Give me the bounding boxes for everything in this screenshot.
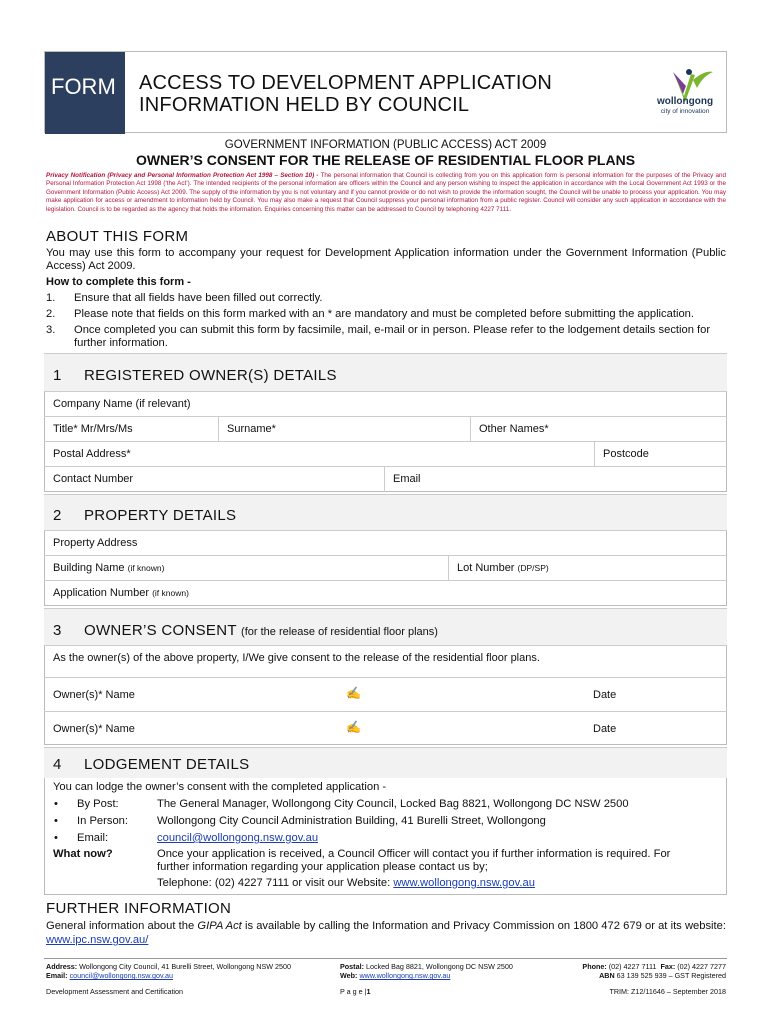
email-label: Email: xyxy=(77,832,109,844)
bullet-icon: • xyxy=(54,832,58,844)
surname-field[interactable]: Surname* xyxy=(227,423,276,435)
howto-heading: How to complete this form - xyxy=(46,276,191,288)
title-field[interactable]: Title* Mr/Mrs/Ms xyxy=(53,423,133,435)
website-link[interactable]: www.wollongong.nsw.gov.au xyxy=(393,877,535,889)
bullet-icon: • xyxy=(54,798,58,810)
date-1-field[interactable]: Date xyxy=(593,689,617,701)
property-address-field[interactable]: Property Address xyxy=(44,530,727,555)
footer-divider xyxy=(44,958,727,959)
further-info-text: General information about the GIPA Act is available by calling the Information and Privacy Commission on 1800 472 679 or at its website: www.ipc.nsw.gov.au/ xyxy=(46,920,726,946)
email-field[interactable]: Email xyxy=(393,473,421,485)
owner-2-name-field[interactable]: Owner(s)* Name xyxy=(53,723,135,735)
about-text: You may use this form to accompany your request for Development Application information under the Government Information (Public Access) Act 2009. xyxy=(46,247,726,272)
company-name-field[interactable]: Company Name (if relevant) xyxy=(44,391,727,416)
footer-phone: Phone: (02) 4227 7111 Fax: (02) 4227 7277 xyxy=(582,962,726,971)
signature-1-icon[interactable]: ✍ xyxy=(346,686,361,700)
name-row xyxy=(44,416,727,441)
act-title: GOVERNMENT INFORMATION (PUBLIC ACCESS) ACT 2009 xyxy=(224,139,547,151)
form-subtitle: OWNER’S CONSENT FOR THE RELEASE OF RESIDENTIAL FLOOR PLANS xyxy=(135,152,636,168)
owner-2-row xyxy=(44,711,727,745)
contact-row xyxy=(44,466,727,492)
footer-page: P a g e |1 xyxy=(340,987,371,996)
postcode-field[interactable]: Postcode xyxy=(603,448,649,460)
postal-address-field[interactable]: Postal Address* xyxy=(53,448,131,460)
council-email-link[interactable]: council@wollongong.nsw.gov.au xyxy=(157,832,319,844)
building-name-field[interactable]: Building Name (if known) xyxy=(53,562,165,574)
lodgement-intro: You can lodge the owner’s consent with the completed application - xyxy=(53,781,387,793)
consent-statement: As the owner(s) of the above property, I/We give consent to the release of the residential floor plans. xyxy=(44,645,727,677)
by-post-text: The General Manager, Wollongong City Council, Locked Bag 8821, Wollongong DC NSW 2500 xyxy=(157,798,629,810)
form-tag: FORM xyxy=(45,52,125,134)
by-post-label: By Post: xyxy=(77,798,119,810)
owner-1-row xyxy=(44,677,727,711)
application-number-field[interactable]: Application Number (if known) xyxy=(44,580,727,606)
what-now-label: What now? xyxy=(53,848,113,860)
lot-number-field[interactable]: Lot Number (DP/SP) xyxy=(457,562,549,574)
section-4-header: 4 LODGEMENT DETAILS xyxy=(44,747,727,778)
form-header xyxy=(44,51,727,133)
form-title-line2: INFORMATION HELD BY COUNCIL xyxy=(139,94,470,116)
logo-tagline: city of innovation xyxy=(660,108,710,115)
ipc-website-link[interactable]: www.ipc.nsw.gov.au/ xyxy=(46,934,149,946)
form-title-line1: ACCESS TO DEVELOPMENT APPLICATION xyxy=(139,72,553,94)
footer-trim: TRIM: Z12/11646 – September 2018 xyxy=(609,987,726,996)
further-info-heading: FURTHER INFORMATION xyxy=(46,900,232,917)
privacy-body: The personal information that Council is collecting from you on this application form is personal information for the purposes of the Privacy and Personal Information Protection Act 1998 (‘the Act’). The intended recipients of the personal information are officers within the Council and any person wishing to inspect the application in accordance with the Local Government Act 1993 or the Government Information (Public Access) Act 2009. The supply of the information by you is not voluntary and if you cannot provide or do not wish to provide the information sought, the Council will be unable to process your application. You may make application for access or amendment to information held by Council. You may also make a request that Council suppress your personal information from a public register. Council will consider any such application in accordance with the legislation. Council is to be regarded as the agency that holds the information. Enquiries concerning this matter can be addressed to Council by telephoning 4227 7111. xyxy=(46,172,726,213)
footer-email: Email: council@wollongong.nsw.gov.au xyxy=(46,971,174,980)
privacy-notice xyxy=(46,172,726,214)
footer-web: Web: www.wollongong.nsw.gov.au xyxy=(340,971,451,980)
section-2-header: 2 PROPERTY DETAILS xyxy=(44,494,727,530)
privacy-heading: Privacy Notification (Privacy and Personal Information Protection Act 1998 – Section 10) - xyxy=(46,172,319,179)
what-now-text: Once your application is received, a Council Officer will contact you if further information is required. For further information regarding your application please contact us by; xyxy=(157,848,671,873)
in-person-label: In Person: xyxy=(77,815,128,827)
footer-dept: Development Assessment and Certification xyxy=(46,987,184,996)
section-1-header: 1 REGISTERED OWNER(S) DETAILS xyxy=(44,353,727,391)
postal-row xyxy=(44,441,727,466)
bullet-icon: • xyxy=(54,815,58,827)
owner-1-name-field[interactable]: Owner(s)* Name xyxy=(53,689,135,701)
footer-postal: Postal: Locked Bag 8821, Wollongong DC NSW 2500 xyxy=(340,962,513,971)
section-3-header: 3 OWNER’S CONSENT (for the release of residential floor plans) xyxy=(44,608,727,645)
contact-number-field[interactable]: Contact Number xyxy=(53,473,134,485)
in-person-text: Wollongong City Council Administration Building, 41 Burelli Street, Wollongong xyxy=(157,815,546,827)
logo-wordmark: wollongong xyxy=(656,96,714,107)
building-row xyxy=(44,555,727,580)
telephone-line: Telephone: (02) 4227 7111 or visit our Website: www.wollongong.nsw.gov.au xyxy=(157,877,535,889)
other-names-field[interactable]: Other Names* xyxy=(479,423,549,435)
signature-2-icon[interactable]: ✍ xyxy=(346,720,361,734)
footer-address: Address: Wollongong City Council, 41 Burelli Street, Wollongong NSW 2500 xyxy=(46,962,292,971)
date-2-field[interactable]: Date xyxy=(593,723,617,735)
footer-abn: ABN 63 139 525 939 – GST Registered xyxy=(599,971,726,980)
form-title xyxy=(139,72,552,116)
about-heading: ABOUT THIS FORM xyxy=(46,228,189,245)
